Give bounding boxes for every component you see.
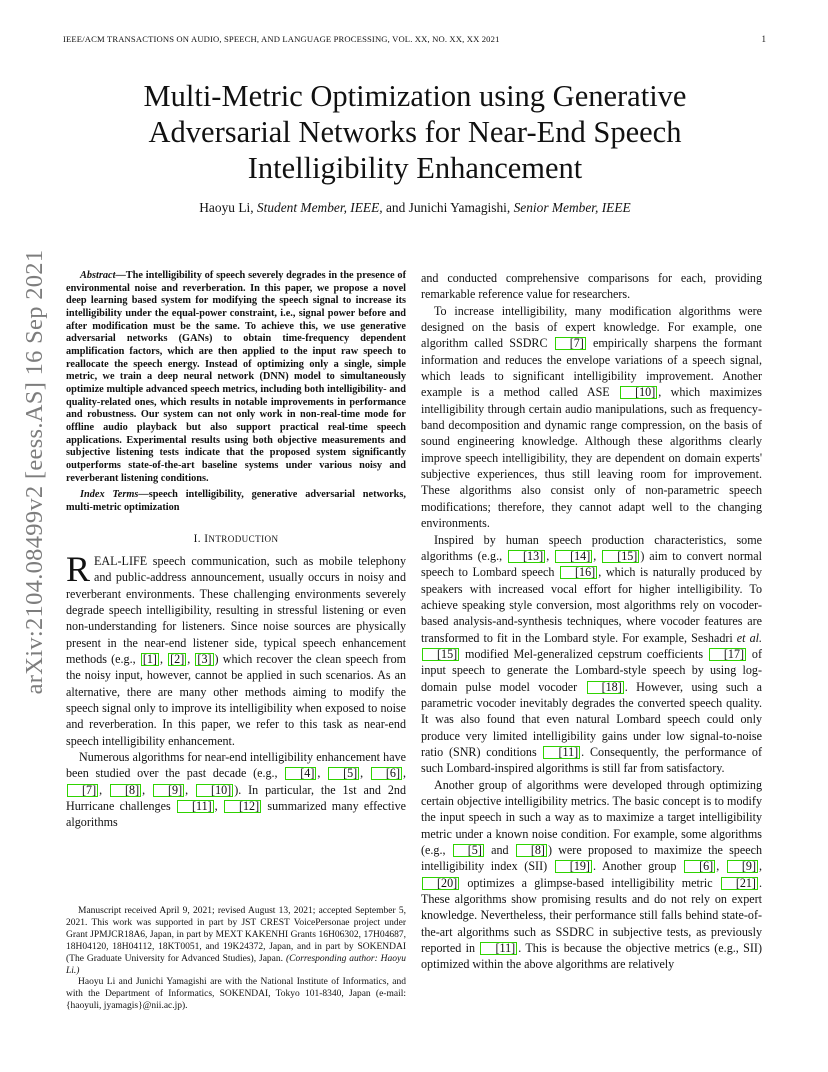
paper-title: Multi-Metric Optimization using Generative Adversarial Networks for Near-End Speech Intelligibility Enhancement: [143, 79, 687, 185]
citation-link[interactable]: [2]: [170, 651, 185, 666]
citation-link[interactable]: [6]: [371, 767, 402, 780]
citation-link[interactable]: [15]: [602, 550, 639, 563]
citation-link[interactable]: [11]: [543, 746, 580, 759]
citation-link[interactable]: [11]: [177, 800, 214, 813]
abstract: [66, 270, 406, 485]
citation-link[interactable]: [5]: [453, 844, 484, 857]
arxiv-stamp-text: arXiv:2104.08499v2 [eess.AS] 16 Sep 2021: [21, 249, 48, 695]
citation-link[interactable]: [4]: [285, 767, 316, 780]
right-column: [421, 270, 762, 973]
citation-link[interactable]: [11]: [480, 942, 517, 955]
arxiv-stamp[interactable]: [15, 249, 55, 695]
author-line: [80, 200, 750, 216]
citation-link[interactable]: [9]: [153, 784, 184, 797]
citation-link[interactable]: [21]: [721, 877, 758, 890]
abstract-label: Abstract: [80, 270, 116, 281]
paragraph-expert-knowledge: To increase intelligibility, many modification algorithms were designed on the basis of expert knowledge. For example, one algorithm called SSDRC [7] empirically sharpens the formant information and reduces the envelope variations of a speech signal, which leads to significant intelligibility improvement. Another example is a method called ASE [10] , which maximizes intelligibility through certain audio manipulations, such as frequency-band decomposition and dynamic range compression, on the basis of sound engineering knowledge. Although these algorithms clearly improve speech intelligibility, they are dependent on domain experts' subjective experiences, thus still leaving room for improvement. These algorithms also consist only of non-parametric speech modifications; therefore, they cannot adapt well to the changing environments.: [421, 303, 762, 531]
page-number: 1: [761, 34, 766, 44]
citation-link[interactable]: [18]: [587, 681, 624, 694]
footnote: [66, 906, 406, 1013]
citation-link[interactable]: [5]: [328, 767, 359, 780]
citation-link[interactable]: [8]: [110, 784, 141, 797]
citation-link[interactable]: [13]: [508, 550, 545, 563]
index-terms: [66, 489, 406, 514]
citation-link[interactable]: [12]: [224, 800, 261, 813]
citation-link[interactable]: [19]: [555, 860, 592, 873]
running-header: IEEE/ACM TRANSACTIONS ON AUDIO, SPEECH, AND LANGUAGE PROCESSING, VOL. XX, NO. XX, XX 2021: [63, 34, 500, 44]
paragraph-metric-optimization: Another group of algorithms were developed through optimizing certain objective intelligibility metrics. The basic concept is to modify the input speech in such a way as to maximize a target intelligibility metric under a known noise condition. For example, some algorithms (e.g., [5] and [8] ) were proposed to maximize the speech intelligibility index (SII) [19] . Another group [6] , [9] , [20] optimizes a glimpse-based intelligibility metric [21] . These algorithms show promising results and do not rely on expert knowledge. Nevertheless, their performance still falls behind state-of-the-art algorithms such as SSDRC in subjective tests, as previously reported in [11] . This is because the objective metrics (e.g., SII) optimized within the above algorithms are relatively: [421, 777, 763, 972]
citation-link[interactable]: [3]: [197, 651, 212, 666]
citation-link[interactable]: [15]: [422, 648, 459, 661]
paragraph-lombard: Inspired by human speech production characteristics, some algorithms (e.g., [13] , [14] , [15] ) aim to convert normal speech to Lombard speech [16] , which is naturally produced by speakers with increased vocal effort for higher intelligibility. To achieve speaking style conversion, most algorithms rely on vocoder-based analysis-and-synthesis techniques, where vocoder features are transformed to fit in the Lombard style. For example, Seshadri et al. [15] modified Mel-generalized cepstrum coefficients [17] of input speech to generate the Lombard-style speech by using log-domain pulse model vocoder [18] . However, using such a parametric vocoder inevitably degrades the converted speech quality. It was also found that even natural Lombard speech could only produce very limited intelligibility gains under low signal-to-noise ratio (SNR) conditions [11] . Consequently, the performance of such Lombard-inspired algorithms is still far from satisfactory.: [421, 532, 763, 776]
intro-paragraph-1: REAL-LIFE speech communication, such as mobile telephony and public-address announcement, usually occurs in noisy and reverberant environments. These challenging environments severely degrade speech intelligibility, resulting in stressful listening or even non-understanding for listeners. Since noise sources are physically present in the near-end listener side, typical speech enhancement methods (e.g., [1] , [2] , [3] ) which recover the clean speech from the noisy input, however, cannot be applied in such scenarios. As an alternative, there are many other methods aiming to modify the speech signal only to improve its intelligibility when exposed to noise and reverberation. In this paper, we refer to this task as near-end speech intelligibility enhancement.: [66, 548, 407, 748]
author-2-role: Senior Member, IEEE: [513, 200, 631, 215]
citation-link[interactable]: [7]: [67, 784, 98, 797]
citation-link[interactable]: [9]: [727, 860, 758, 873]
footnote-manuscript: Manuscript received April 9, 2021; revised August 13, 2021; accepted September 5, 2021. This work was supported in part by JST CREST VoicePersonae project under Grant JPMJCR18A6, Japan, in part by MEXT KAKENHI Grants 16H06302, 17H04687, 18H04120, 18H04112, 18KT0051, and 19K24372, Japan, and in part by SOKENDAI (The Graduate University for Advanced Studies), Japan. (Corresponding author: Haoyu Li.): [66, 906, 407, 976]
author-2: and Junichi Yamagishi,: [385, 200, 511, 215]
citation-link[interactable]: [8]: [516, 844, 547, 857]
citation-link[interactable]: [6]: [684, 860, 715, 873]
drop-cap: R: [66, 548, 91, 589]
citation-link[interactable]: [10]: [620, 386, 657, 399]
citation-link[interactable]: [1]: [142, 651, 157, 666]
citation-link[interactable]: [20]: [422, 877, 459, 890]
paragraph-continued: and conducted comprehensive comparisons for each, providing remarkable reference value for researchers.: [421, 271, 762, 302]
abstract-text: —The intelligibility of speech severely degrades in the presence of environmental noise and reverberation. In this paper, we propose a novel deep learning based system for modifying the speech signal to increase its intelligibility under the equal-power constraint, i.e., signal power before and after modification must be the same. To achieve this, we use generative adversarial networks (GANs) to obtain time-frequency dependent amplification factors, which are then applied to the input raw speech to reallocate the speech energy. Instead of optimizing only a single, simple metric, we train a deep neural network (DNN) model to simultaneously optimize multiple advanced speech metrics, including both intelligibility- and quality-related ones, which results in notable improvements in performance and robustness. Our system can not only work in non-real-time mode for offline audio playback but also support practical real-time speech applications. Experimental results using both objective measurements and subjective listening tests indicate that the proposed system significantly outperforms state-of-the-art baseline systems under various noisy and reverberant listening conditions.: [66, 270, 406, 484]
index-terms-text: —speech intelligibility, generative adversarial networks, multi-metric optimization: [66, 489, 406, 513]
citation-link[interactable]: [7]: [555, 337, 586, 350]
index-terms-label: Index Terms: [80, 489, 139, 501]
footnote-affiliation: Haoyu Li and Junichi Yamagishi are with the National Institute of Informatics, and with the Department of Informatics, SOKENDAI, Tokyo 101-8340, Japan (e-mail: {haoyuli, jyamagis}@nii.ac.jp).: [66, 977, 406, 1012]
citation-link[interactable]: [14]: [555, 550, 592, 563]
section-heading-introduction: I. INTRODUCTION: [193, 533, 279, 546]
citation-link[interactable]: [16]: [560, 566, 597, 579]
citation-link[interactable]: [17]: [709, 648, 746, 661]
author-1: Haoyu Li,: [199, 200, 254, 215]
left-column: [66, 270, 406, 831]
citation-link[interactable]: [10]: [196, 784, 233, 797]
author-1-role: Student Member, IEEE,: [256, 200, 383, 215]
intro-paragraph-2: Numerous algorithms for near-end intelligibility enhancement have been studied over the past decade (e.g., [4] , [5] , [6] , [7] , [8] , [9] , [10] ). In particular, the 1st and 2nd Hurricane challenges [11] , [12] summarized many effective algorithms: [66, 749, 407, 830]
